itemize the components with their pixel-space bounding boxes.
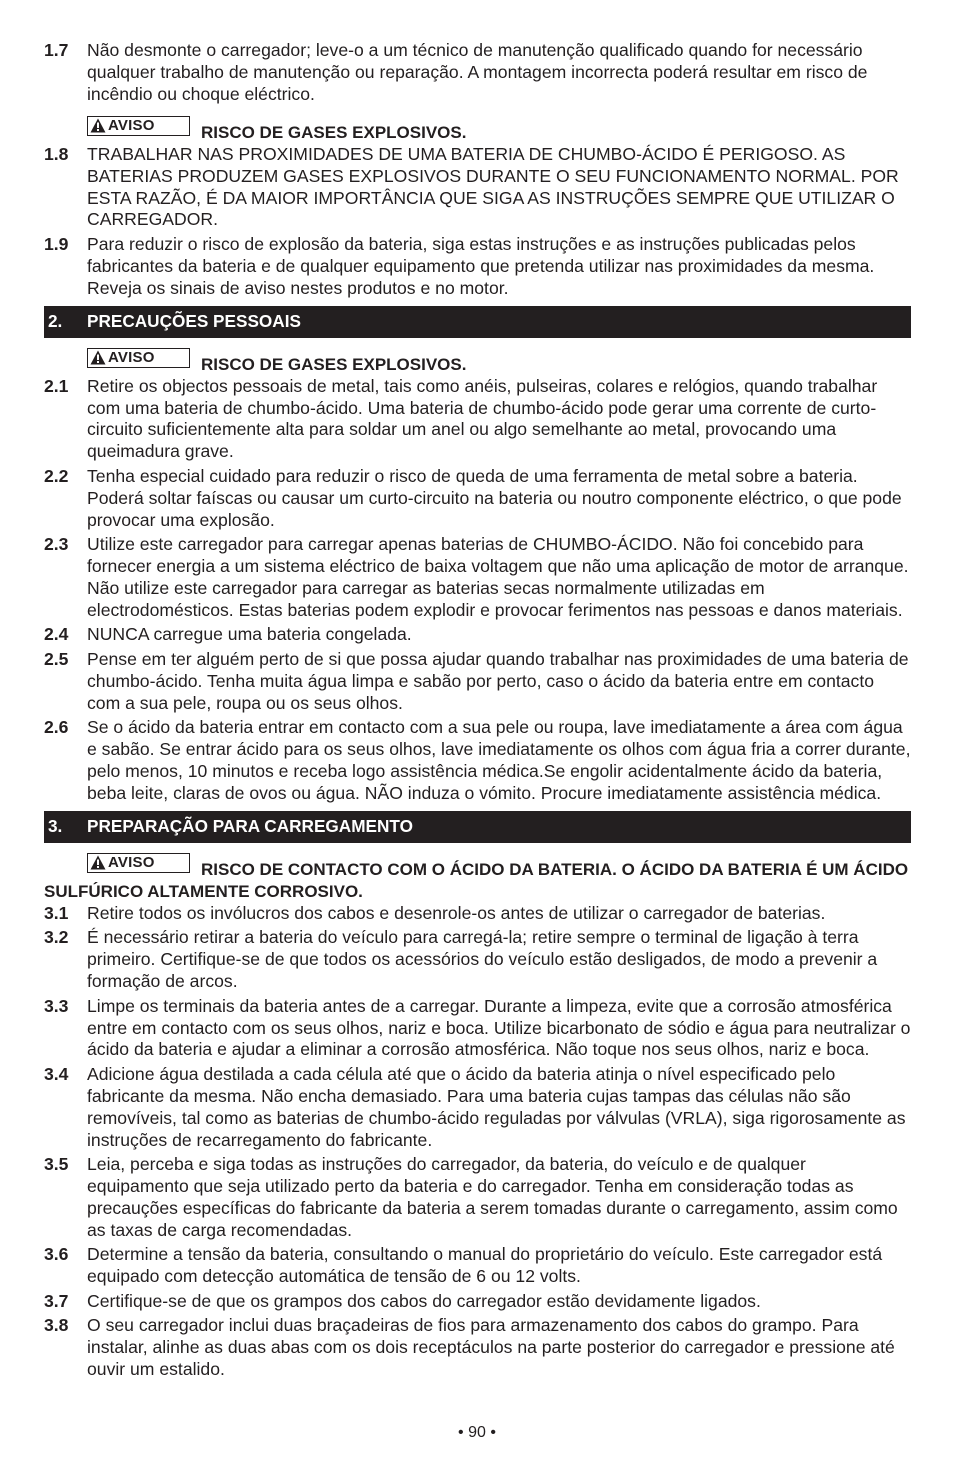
list-item <box>44 927 911 993</box>
item-number: 1.9 <box>44 233 69 254</box>
warning-block <box>44 116 911 144</box>
item-text: Retire todos os invólucros dos cabos e desenrole-os antes de utilizar o carregador de baterias. <box>87 902 826 923</box>
section-title: PREPARAÇÃO PARA CARREGAMENTO <box>87 815 413 836</box>
warning-badge <box>87 348 190 368</box>
list-item <box>44 1064 911 1152</box>
item-number: 3.4 <box>44 1063 69 1084</box>
item-text: Limpe os terminais da bateria antes de a carregar. Durante a limpeza, evite que a corrosão atmosférica entre em contacto com os seus olhos, nariz e boca. Utilize bicarbonato de sódio e água para neutralizar o ácido da bateria e ajudar a eliminar a corrosão atmosférica. Não toque nos seus olhos, nariz e boca. <box>87 995 911 1060</box>
item-number: 2.5 <box>44 648 69 669</box>
item-number: 1.8 <box>44 143 69 164</box>
item-number: 3.6 <box>44 1244 69 1265</box>
list-item <box>44 534 911 622</box>
warning-text: RISCO DE GASES EXPLOSIVOS. <box>201 354 467 374</box>
section-header <box>44 811 911 843</box>
warning-label: AVISO <box>108 349 155 367</box>
item-number: 2.2 <box>44 465 69 486</box>
item-number: 2.6 <box>44 717 69 738</box>
warning-text: RISCO DE GASES EXPLOSIVOS. <box>201 122 467 142</box>
item-text: Leia, perceba e siga todas as instruções do carregador, da bateria, do veículo e de qualquer equipamento que seja utilizado perto da bateria e do carregador. Tenha em consideração todas as precauções específicas do fabricante da bateria a serem tomadas durante o carregamento, assim como as taxas de carga recomendadas. <box>87 1154 898 1240</box>
item-text: TRABALHAR NAS PROXIMIDADES DE UMA BATERIA DE CHUMBO-ÁCIDO É PERIGOSO. AS BATERIAS PRODUZEM GASES EXPLOSIVOS DURANTE O SEU FUNCIONAMENTO NORMAL. POR ESTA RAZÃO, É DA MAIOR IMPORTÂNCIA QUE SIGA AS INSTRUÇÕES SEMPRE QUE UTILIZAR O CARREGADOR. <box>87 143 899 230</box>
item-number: 3.2 <box>44 927 69 948</box>
list-item <box>44 234 911 300</box>
section-header <box>44 306 911 338</box>
list-item <box>44 1315 911 1381</box>
warning-label: AVISO <box>108 117 155 135</box>
list-item <box>44 40 911 106</box>
item-text: Pense em ter alguém perto de si que possa ajudar quando trabalhar nas proximidades de uma bateria de chumbo-ácido. Tenha muita água limpa e sabão por perto, caso o ácido da bateria entre em contacto com a sua pele, roupa ou os seus olhos. <box>87 648 909 713</box>
warning-triangle-icon <box>90 118 106 133</box>
warning-text: RISCO DE CONTACTO COM O ÁCIDO DA BATERIA. O ÁCIDO DA BATERIA É UM ÁCIDO SULFÚRICO ALTAMENTE CORROSIVO. <box>44 859 909 901</box>
item-text: NUNCA carregue uma bateria congelada. <box>87 624 412 645</box>
item-number: 3.5 <box>44 1154 69 1175</box>
item-text: Certifique-se de que os grampos dos cabos do carregador estão devidamente ligados. <box>87 1290 761 1311</box>
manual-page <box>44 40 911 1384</box>
warning-badge <box>87 853 190 873</box>
list-item <box>44 903 911 925</box>
item-number: 2.4 <box>44 624 69 645</box>
section-number: 2. <box>48 310 63 331</box>
item-text: Utilize este carregador para carregar apenas baterias de CHUMBO-ÁCIDO. Não foi concebido para fornecer energia a um sistema eléctrico de baixa voltagem que não uma aplicação de motor de arranque. Não utilize este carregador para carregar as baterias secas normalmente utilizadas em electrodomésticos. Estas baterias podem explodir e provocar ferimentos nas pessoas e danos materiais. <box>87 534 909 620</box>
section-number: 3. <box>48 815 63 836</box>
list-item <box>44 466 911 532</box>
item-number: 2.1 <box>44 375 69 396</box>
item-text: Não desmonte o carregador; leve-o a um técnico de manutenção qualificado quando for necessário qualquer trabalho de manutenção ou reparação. A montagem incorrecta poderá resultar em risco de incêndio ou choque eléctrico. <box>87 40 868 104</box>
item-text: Se o ácido da bateria entrar em contacto com a sua pele ou roupa, lave imediatamente a área com água e sabão. Se entrar ácido para os seus olhos, lave imediatamente os olhos com água fria a correr durante, pelo menos, 10 minutos e receba logo assistência médica.Se engolir acidentalmente ácido da bateria, beba leite, claras de ovos ou água. NÃO induza o vómito. Procure imediatamente assistência médica. <box>87 717 911 803</box>
item-number: 3.7 <box>44 1290 69 1311</box>
list-item <box>44 624 911 646</box>
warning-block <box>44 853 911 903</box>
item-text: Tenha especial cuidado para reduzir o risco de queda de uma ferramenta de metal sobre a bateria. Poderá soltar faíscas ou causar um curto-circuito na bateria ou noutro componente eléctrico, o que pode provocar uma explosão. <box>87 465 902 530</box>
warning-badge <box>87 116 190 136</box>
page-number: • 90 • <box>458 1424 496 1441</box>
warning-label: AVISO <box>108 854 155 872</box>
item-text: Adicione água destilada a cada célula até que o ácido da bateria atinja o nível especificado pelo fabricante da mesma. Não encha demasiado. Para uma bateria cujas tampas das células não são removíveis, tal como as baterias de chumbo-ácido reguladas por válvulas (VRLA), siga rigorosamente as instruções de recarregamento do fabricante. <box>87 1063 906 1150</box>
section-title: PRECAUÇÕES PESSOAIS <box>87 310 301 331</box>
item-text: O seu carregador inclui duas braçadeiras de fios para armazenamento dos cabos do grampo. Para instalar, alinhe as duas abas com os dois receptáculos na parte posterior do carregador e pressione até ouvir um estalido. <box>87 1315 895 1380</box>
list-item <box>44 717 911 805</box>
item-number: 3.1 <box>44 902 69 923</box>
item-number: 3.3 <box>44 995 69 1016</box>
item-number: 2.3 <box>44 534 69 555</box>
item-text: Para reduzir o risco de explosão da bateria, siga estas instruções e as instruções publicadas pelos fabricantes da bateria e de qualquer equipamento que pretenda utilizar nas proximidades da mesma. Reveja os sinais de aviso nestes produtos e no motor. <box>87 233 875 298</box>
warning-block <box>44 348 911 376</box>
warning-triangle-icon <box>90 350 106 365</box>
list-item <box>44 376 911 464</box>
item-number: 1.7 <box>44 40 69 60</box>
list-item <box>44 649 911 715</box>
item-text: Retire os objectos pessoais de metal, tais como anéis, pulseiras, colares e relógios, quando trabalhar com uma bateria de chumbo-ácido. Uma bateria de chumbo-ácido pode gerar uma corrente de curto-circuito suficientemente alta para soldar um anel ou algo semelhante ao metal, provocando uma queimadura grave. <box>87 375 878 462</box>
list-item <box>44 996 911 1062</box>
item-number: 3.8 <box>44 1315 69 1336</box>
list-item <box>44 1291 911 1313</box>
item-text: Determine a tensão da bateria, consultando o manual do proprietário do veículo. Este carregador está equipado com detecção automática de tensão de 6 ou 12 volts. <box>87 1244 883 1287</box>
list-item <box>44 144 911 232</box>
list-item <box>44 1244 911 1288</box>
warning-triangle-icon <box>90 855 106 870</box>
list-item <box>44 1154 911 1242</box>
item-text: É necessário retirar a bateria do veículo para carregá-la; retire sempre o terminal de ligação à terra primeiro. Certifique-se de que todos os acessórios do veículo estão desligados, de modo a prevenir a formação de arcos. <box>87 927 878 992</box>
